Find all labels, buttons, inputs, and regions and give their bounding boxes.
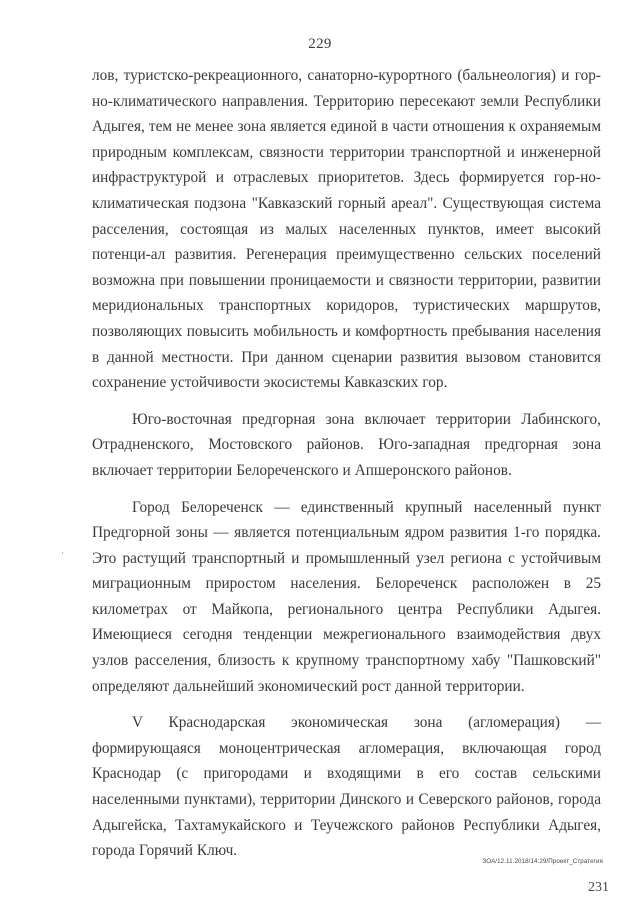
footer-stamp: ЗОА/12.11.2018/14:29/Проект_Стратегия bbox=[482, 858, 603, 865]
paragraph-southeast-foothill-zone: Юго-восточная предгорная зона включает территории Лабинского, Отрадненского, Мостовского районов. Юго-западная предгорная зона включает территории Белореченского и Апшеронского районов. bbox=[92, 410, 601, 479]
page-number-top: 229 bbox=[308, 36, 332, 52]
paragraph-krasnodar-zone: V Краснодарская экономическая зона (агломерация) — формирующаяся моноцентрическая агломерация, включающая город Краснодар (с пригородами и входящими в его состав сельскими населенными пунктами), территории Динского и Северского районов, города Адыгейска, Тахтамукайского и Теучежского районов Республики Адыгея, города Горячий Ключ. bbox=[92, 714, 601, 860]
margin-mark: · bbox=[61, 548, 64, 558]
page-number-bottom: 231 bbox=[588, 880, 609, 895]
paragraph-continued: лов, туристско-рекреационного, санаторно-курортного (бальнеология) и гор-но-климатического направления. Территорию пересекают земли Республики Адыгея, тем не менее зона является единой в части отношения к охраняемым природным комплексам, связности территории транспортной и инженерной инфраструктурой и отраслевых приоритетов. Здесь формируется гор-но-климатическая подзона "Кавказский горный ареал". Существующая система расселения, состоящая из малых населенных пунктов, имеет высокий потенци-ал развития. Регенерация преимущественно сельских поселений возможна при повышении проницаемости и связности территории, развитии меридиональных транспортных коридоров, туристических маршрутов, позволяющих повысить мобильность и комфортность пребывания населения в данной местности. При данном сценарии развития вызовом становится сохранение устойчивости экосистемы Кавказских гор. bbox=[92, 67, 601, 392]
paragraph-belorechensk: Город Белореченск — единственный крупный населенный пункт Предгорной зоны — является потенциальным ядром развития 1-го порядка. Это растущий транспортный и промышленный узел региона с устойчивым миграционным приростом населения. Белореченск расположен в 25 километрах от Майкопа, регионального центра Республики Адыгея. Имеющиеся сегодня тенденции межрегионального взаимодействия двух узлов расселения, близость к крупному транспортному хабу "Пашковский" определяют дальнейший экономический рост данной территории. bbox=[92, 498, 601, 695]
document-body bbox=[92, 63, 601, 864]
